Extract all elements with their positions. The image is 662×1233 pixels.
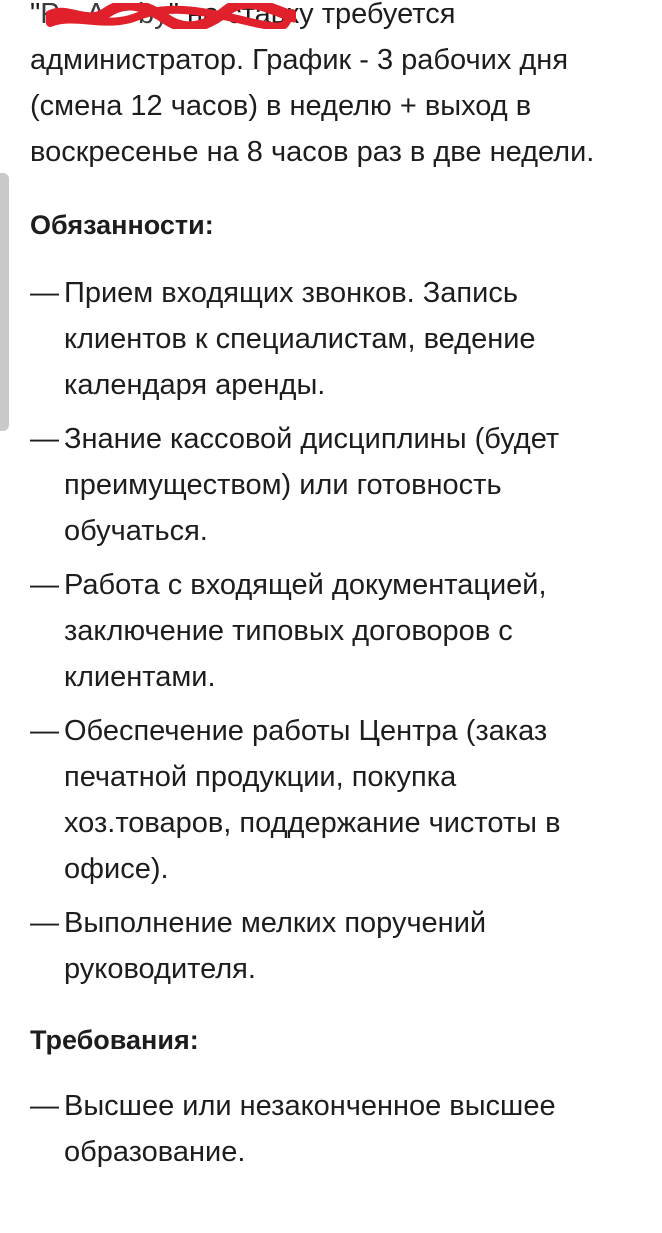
intro-text: " на ставку требуется администратор. График - 3 рабочих дня (смена 12 часов) в неделю + выход в воскресенье на 8 часов раз в две недели. (30, 0, 595, 168)
duty-text: Прием входящих звонков. Запись клиентов к специалистам, ведение календаря аренды. (64, 277, 536, 401)
requirement-text: Высшее или незаконченное высшее образование. (64, 1090, 556, 1168)
duty-item (30, 900, 630, 992)
duty-item (30, 708, 630, 892)
duties-list (30, 270, 630, 992)
duty-item (30, 562, 630, 700)
duty-item (30, 416, 630, 554)
redaction-scribble (46, 3, 296, 29)
duty-text: Выполнение мелких поручений руководителя. (64, 907, 487, 985)
duty-text: Работа с входящей документацией, заключение типовых договоров с клиентами. (64, 569, 547, 693)
redacted-company-name (40, 0, 168, 37)
vacancy-content (30, 0, 630, 1183)
duty-text: Обеспечение работы Центра (заказ печатной продукции, покупка хоз.товаров, поддержание чистоты в офисе). (64, 715, 561, 885)
requirement-item (30, 1083, 630, 1175)
scroll-indicator[interactable] (0, 173, 9, 431)
duties-title: Обязанности: (30, 210, 214, 240)
dash-bullet: — (30, 277, 59, 309)
duty-text: Знание кассовой дисциплины (будет преимуществом) или готовность обучаться. (64, 423, 560, 547)
intro-paragraph (30, 0, 630, 175)
dash-bullet: — (30, 907, 59, 939)
dash-bullet: — (30, 569, 59, 601)
redacted-name-text: Р... А... by (40, 0, 169, 30)
dash-bullet: — (30, 715, 59, 747)
dash-bullet: — (30, 423, 59, 455)
requirements-list (30, 1083, 630, 1175)
requirements-title: Требования: (30, 1025, 199, 1055)
duty-item (30, 270, 630, 408)
dash-bullet: — (30, 1090, 59, 1122)
quote-open: " (30, 0, 41, 30)
